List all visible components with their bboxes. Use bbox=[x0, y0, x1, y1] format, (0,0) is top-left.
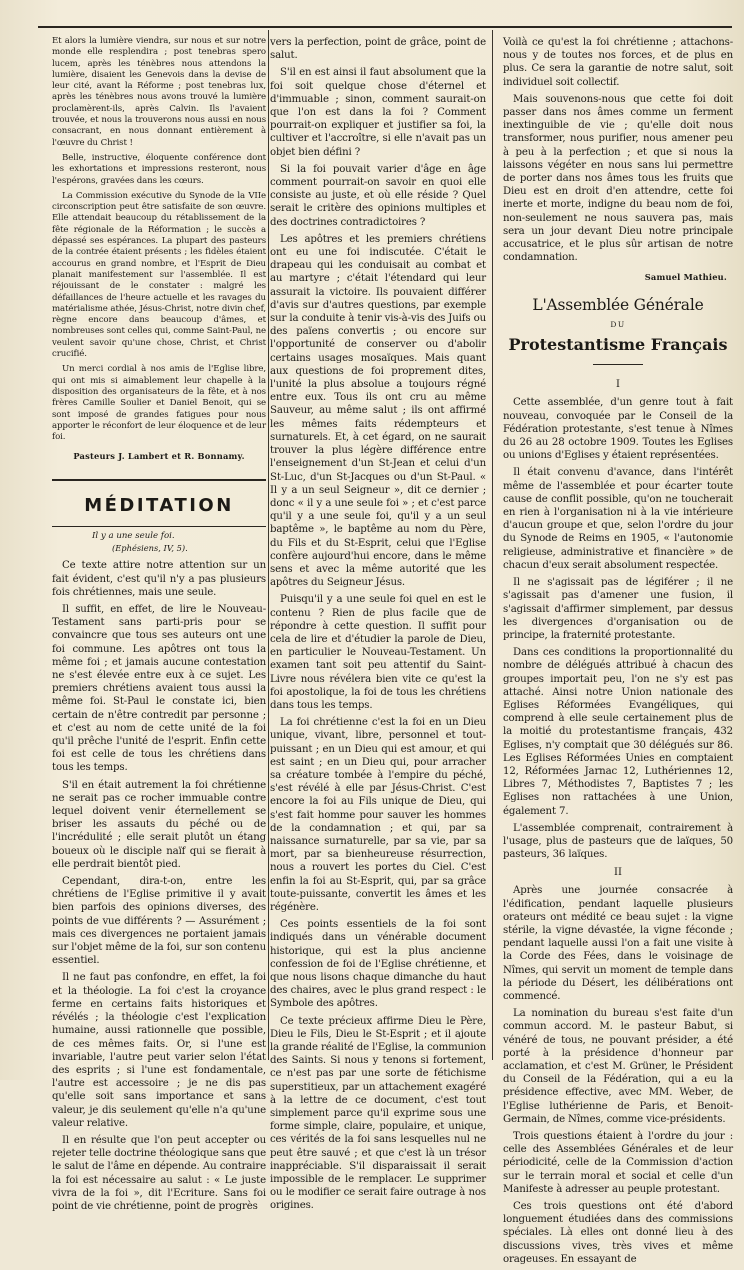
epigraph-reference: (Ephésiens, IV, 5). bbox=[112, 543, 188, 554]
paragraph: vers la perfection, point de grâce, point de salut. bbox=[270, 37, 486, 62]
article-title-connector: DU bbox=[610, 320, 626, 330]
signature: Samuel Mathieu. bbox=[644, 272, 727, 283]
paragraph: Et alors la lumière viendra, sur nous et sur notre monde elle resplendira ; post tenebras spero lucem, après les ténèbres nous attendons la lumière, disaient les Genevois dans la devise de leur cité, avant la Réforme ; post tenebras lux, après les ténèbres nous avons trouvé la lumière proclamèrent-ils, après Calvin. Ils l'avaient trouvée, et nous la trouverons nous aussi en nous consacrant, en nous donnant entièrement à l'œuvre du Christ ! bbox=[52, 36, 266, 148]
paragraph: Ces trois questions ont été d'abord longuement étudiées dans des commissions spéciales. Là elles ont donné lieu à des discussions vives, très vives et même orageuses. En essayant de bbox=[503, 1201, 733, 1265]
paragraph: Il ne faut pas confondre, en effet, la foi et la théologie. La foi c'est la croyance ferme en certains faits historiques et révélés ; la théologie c'est l'explication humaine, aussi rationnelle que possible, de ces mêmes faits. Or, si l'une est invariable, l'autre peut varier selon l'état des esprits ; si l'une est fondamentale, l'autre est accessoire ; je ne dis pas qu'elle soit sans importance et sans valeur, je dis seulement qu'elle n'a qu'une valeur relative. bbox=[52, 972, 266, 1129]
section-number: II bbox=[614, 867, 622, 879]
paragraph: Cependant, dira-t-on, entre les chrétiens de l'Eglise primitive il y avait bien parfois des opinions diverses, des points de vue différents ? — Assurément ; mais ces divergences ne portaient jamais sur l'objet même de la foi, sur son contenu essentiel. bbox=[52, 876, 266, 967]
divider bbox=[52, 479, 266, 481]
section-number: I bbox=[616, 379, 620, 391]
paragraph: Cette assemblée, d'un genre tout à fait nouveau, convoquée par le Conseil de la Fédération protestante, s'est tenue à Nîmes du 26 au 28 octobre 1909. Toutes les Eglises ou unions d'Eglises y étaient représentées. bbox=[503, 397, 733, 462]
signature: Pasteurs J. Lambert et R. Bonnamy. bbox=[73, 451, 245, 462]
paragraph: La nomination du bureau s'est faite d'un commun accord. M. le pasteur Babut, si vénéré de tous, ne pouvant présider, a été porté à la présidence d'honneur par acclamation, et c'est M. Grüner, le Président du Conseil de la Fédération, qui a eu la présidence effective, avec MM. Weber, de l'Eglise luthérienne de Paris, et Benoit-Germain, de Nîmes, comme vice-présidents. bbox=[503, 1008, 733, 1125]
paragraph: Il ne s'agissait pas de légiférer ; il ne s'agissait pas d'amener une fusion, il s'agissait d'affirmer simplement, par dessus les divergences d'organisation ou de principe, la fraternité protestante. bbox=[503, 577, 733, 641]
paragraph: La foi chrétienne c'est la foi en un Dieu unique, vivant, libre, personnel et tout-puissant ; en un Dieu qui est amour, et qui est saint ; en un Dieu qui, pour arracher sa créature tombée à l'empire du péché, s'est révélé à elle par Jésus-Christ. C'est encore la foi au Fils unique de Dieu, qui s'est fait homme pour sauver les hommes de la condamnation ; et qui, par sa naissance surnaturelle, par sa vie, par sa mort, par sa bienheureuse résurrection, nous a rouvert les portes du Ciel. C'est enfin la foi au St-Esprit, qui, par sa grâce toute-puissante, convertit les âmes et les régénère. bbox=[270, 717, 486, 913]
paragraph: Ces points essentiels de la foi sont indiqués dans un vénérable document historique, qui est la plus ancienne confession de foi de l'Eglise chrétienne, et que nous lisons chaque dimanche du haut des chaires, avec le plus grand respect : le Symbole des apôtres. bbox=[270, 919, 486, 1010]
paragraph: Si la foi pouvait varier d'âge en âge comment pourrait-on savoir en quoi elle consiste au juste, et où elle réside ? Quel serait le critère des opinions multiples et des doctrines contradictoires ? bbox=[270, 163, 486, 228]
paragraph: S'il en était autrement la foi chrétienne ne serait pas ce rocher immuable contre lequel doivent venir éternellement se briser les assauts du péché ou de l'incrédulité ; elle serait plutôt un étang boueux où le disciple naïf qui se fierait à elle perdrait bientôt pied. bbox=[52, 779, 266, 870]
column-1 bbox=[52, 36, 266, 1217]
top-rule bbox=[38, 26, 732, 28]
paragraph: S'il en est ainsi il faut absolument que la foi soit quelque chose d'éternel et d'immuable ; sinon, comment saurait-on que l'on est dans la foi ? Comment pourrait-on expliquer et justifier sa foi, la cultiver et l'accroître, si elle n'avait pas un objet bien défini ? bbox=[270, 67, 486, 158]
column-2 bbox=[270, 36, 486, 1217]
paragraph: Un merci cordial à nos amis de l'Eglise libre, qui ont mis si aimablement leur chapelle à la disposition des organisateurs de la fête, et à nos frères Camille Soulier et Daniel Benoit, qui se sont imposé de grandes fatigues pour nous apporter le réconfort de leur éloquence et de leur foi. bbox=[52, 364, 266, 443]
paragraph: Ce texte attire notre attention sur un fait évident, c'est qu'il n'y a pas plusieurs fois chrétiennes, mais une seule. bbox=[52, 560, 266, 598]
paragraph: Trois questions étaient à l'ordre du jour : celle des Assemblées Générales et de leur périodicité, celle de la Commission d'action sur le terrain moral et social et celle d'un Manifeste à adresser au peuple protestant. bbox=[503, 1131, 733, 1195]
paragraph: Puisqu'il y a une seule foi quel en est le contenu ? Rien de plus facile que de répondre à cette question. Il suffit pour cela de lire et d'étudier la parole de Dieu, en particulier le Nouveau-Testament. Un examen tant soit peu attentif du Saint-Livre nous révélera bien vite ce qu'est la foi apostolique, la foi de tous les chrétiens dans tous les temps. bbox=[270, 594, 486, 711]
paragraph: Les apôtres et les premiers chrétiens ont eu une foi indiscutée. C'était le drapeau qui les conduisait au combat et au martyre ; c'était l'étendard qui leur assurait la victoire. Ils pouvaient différer d'avis sur d'autres questions, par exemple sur la conduite à tenir vis-à-vis des Juifs ou des païens convertis ; ou encore sur l'opportunité de conserver ou d'abolir certains usages mosaïques. Mais quant aux questions de foi proprement dites, l'unité la plus absolue a toujours régné entre eux. Tous ils ont cru au même Sauveur, au même salut ; ils ont affirmé les mêmes faits rédempteurs et surnaturels. Et, à cet égard, on ne saurait trouver la plus légère différence entre l'enseignement d'un St-Jean et celui d'un St-Luc, d'un St-Jacques ou d'un St-Paul. « Il y a un seul Seigneur », dit ce dernier ; donc « il y a une seule foi » ; et c'est parce qu'il y a une seule foi, qu'il y a un seul baptême », le baptême au nom du Père, du Fils et du St-Esprit, celui que l'Eglise confère aujourd'hui encore, dans le même sens et avec la même autorité que les apôtres du Seigneur Jésus. bbox=[270, 233, 486, 589]
divider bbox=[593, 364, 643, 365]
article-title: L'Assemblée Générale bbox=[532, 296, 704, 315]
column-3 bbox=[503, 36, 733, 1270]
paragraph: L'assemblée comprenait, contrairement à l'usage, plus de pasteurs que de laïques, 50 pasteurs, 36 laïques. bbox=[503, 822, 733, 861]
column-rule-1 bbox=[268, 30, 269, 1060]
paragraph: Ce texte précieux affirme Dieu le Père, Dieu le Fils, Dieu le St-Esprit ; et il ajoute la grande réalité de l'Eglise, la communion des Saints. Si nous y tenons si fortement, ce n'est pas par une sorte de fétichisme superstitieux, par un attachement exagéré à la lettre de ce document, c'est tout simplement parce qu'il exprime sous une forme simple, claire, populaire, et unique, ces vérités de la foi sans lesquelles nul ne peut être sauvé ; et que c'est là un trésor inappréciable. S'il disparaissait il serait impossible de le remplacer. Le supprimer ou le modifier ce serait faire outrage à nos origines. bbox=[270, 1015, 486, 1212]
epigraph: Il y a une seule foi. bbox=[92, 531, 175, 542]
article-title-subject: Protestantisme Français bbox=[508, 335, 728, 355]
paragraph: Dans ces conditions la proportionnalité du nombre de délégués attribué à chacun des groupes importait peu, l'on ne s'y est pas attaché. Ainsi notre Union nationale des Eglises Réformées Evangéliques, qui comprend à elle seule certainement plus de la moitié du protestantisme français, 432 Eglises, n'y comptait que 30 délégués sur 86. Les Eglises Réformées Unies en comptaient 12, Réformées Jarnac 12, Luthériennes 12, Libres 7, Méthodistes 7, Baptistes 7 ; les Eglises non rattachées à une Union, également 7. bbox=[503, 647, 733, 817]
paragraph: Mais souvenons-nous que cette foi doit passer dans nos âmes comme un ferment inextinguible de vie ; qu'elle doit nous transformer, nous purifier, nous amener peu à peu à la perfection ; et que si nous la laissons végéter en nous sans lui permettre de porter dans nos âmes tous les fruits que Dieu est en droit d'en attendre, cette foi inerte et morte, indigne du beau nom de foi, non-seulement ne nous sauvera pas, mais sera un jour devant Dieu notre principale accusatrice, et le plus sûr artisan de notre condamnation. bbox=[503, 93, 733, 264]
paragraph: Belle, instructive, éloquente conférence dont les exhortations et impressions resteront, nous l'espérons, gravées dans les cœurs. bbox=[52, 152, 266, 186]
meditation-title: MÉDITATION bbox=[84, 495, 234, 517]
paragraph: Voilà ce qu'est la foi chrétienne ; attachons-nous y de toutes nos forces, et de plus en plus. Ce sera la garantie de notre salut, soit individuel soit collectif. bbox=[503, 37, 733, 88]
column-rule-2 bbox=[492, 30, 493, 1060]
paragraph: La Commission exécutive du Synode de la VIIe circonscription peut être satisfaite de son œuvre. Elle attendait beaucoup du rétablissement de la fête régionale de la Réformation ; le succès a dépassé ses espérances. La plupart des pasteurs de la contrée étaient présents ; les fidèles étaient accourus en grand nombre, et l'Esprit de Dieu planait manifestement sur l'assemblée. Il est réjouissant de le constater : malgré les défaillances de l'heure actuelle et les ravages du matérialisme athée, Jésus-Christ, notre divin chef, règne encore dans beaucoup d'âmes, et nombreuses sont celles qui, comme Saint-Paul, ne veulent savoir qu'une chose, Christ, et Christ crucifié. bbox=[52, 190, 266, 360]
paragraph: Il était convenu d'avance, dans l'intérêt même de l'assemblée et pour écarter toute cause de conflit possible, qu'on ne toucherait en rien à l'organisation ni à la vie intérieure d'aucun groupe et que, selon l'ordre du jour du Synode de Reims en 1905, « l'autonomie religieuse, administrative et financière » de chacun d'eux serait absolument respectée. bbox=[503, 467, 733, 571]
paragraph: Il en résulte que l'on peut accepter ou rejeter telle doctrine théologique sans que le salut de l'âme en dépende. Au contraire la foi est nécessaire au salut : « Le juste vivra de la foi », dit l'Ecriture. Sans foi point de vie chrétienne, point de progrès bbox=[52, 1134, 266, 1212]
divider bbox=[52, 526, 266, 527]
paragraph: Après une journée consacrée à l'édification, pendant laquelle plusieurs orateurs ont médité ce beau sujet : la vigne stérile, la vigne dévastée, la vigne féconde ; pendant laquelle aussi l'on a fait une visite à la Corde des Fées, dans le voisinage de Nîmes, qui servit un moment de temple dans la période du Désert, les délibérations ont commencé. bbox=[503, 885, 733, 1002]
paragraph: Il suffit, en effet, de lire le Nouveau-Testament sans parti-pris pour se convaincre que tous ses auteurs ont une foi commune. Les apôtres ont tous la même foi ; et jamais aucune contestation ne s'est élevée entre eux à ce sujet. Les premiers chrétiens avaient tous aussi la même foi. St-Paul le constate ici, bien certain de n'être contredit par personne ; et c'est au nom de cette unité de la foi qu'il prêche l'unité de l'esprit. Enfin cette foi est celle de tous les chrétiens dans tous les temps. bbox=[52, 604, 266, 774]
